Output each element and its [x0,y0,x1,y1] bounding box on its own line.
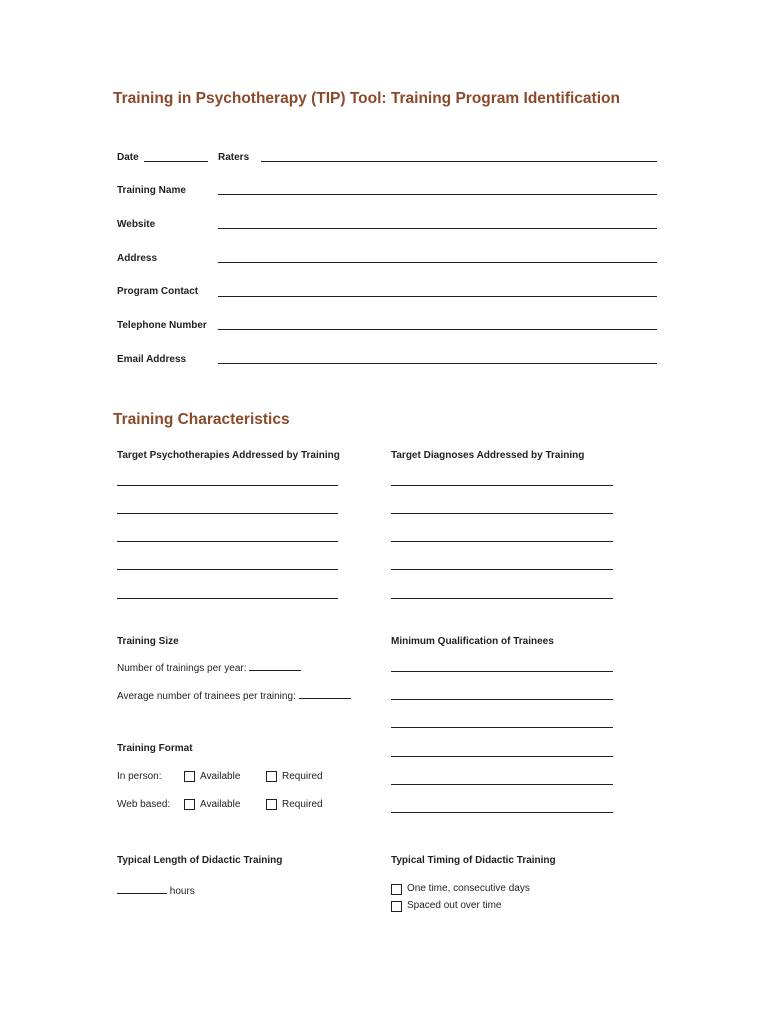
spaced-out-checkbox[interactable] [391,901,402,912]
trainees-per-training-field[interactable] [299,689,351,699]
qualification-field-2[interactable] [391,699,613,700]
in-person-label: In person: [117,771,162,782]
program-contact-field[interactable] [218,296,657,297]
web-based-available-label: Available [200,799,241,810]
diagnosis-field-2[interactable] [391,513,613,514]
one-time-consecutive-checkbox[interactable] [391,884,402,895]
qualification-field-1[interactable] [391,671,613,672]
one-time-consecutive-label: One time, consecutive days [407,883,530,894]
didactic-length-label: Typical Length of Didactic Training [117,855,283,866]
psychotherapy-field-2[interactable] [117,513,338,514]
address-label: Address [117,253,158,264]
didactic-timing-label: Typical Timing of Didactic Training [391,855,556,866]
telephone-number-label: Telephone Number [117,320,207,331]
hours-unit-label: hours [169,886,195,897]
section-title-training-characteristics: Training Characteristics [113,411,290,428]
qualification-field-6[interactable] [391,812,613,813]
qualification-field-5[interactable] [391,784,613,785]
min-qualification-label: Minimum Qualification of Trainees [391,636,554,647]
training-name-label: Training Name [117,185,186,196]
trainings-per-year-label: Number of trainings per year: [117,663,247,674]
target-psychotherapies-label: Target Psychotherapies Addressed by Training [117,450,340,461]
web-based-label: Web based: [117,799,171,810]
training-size-label: Training Size [117,636,179,647]
psychotherapy-field-5[interactable] [117,598,338,599]
psychotherapy-field-1[interactable] [117,485,338,486]
in-person-available-label: Available [200,771,241,782]
date-field[interactable] [144,161,208,162]
didactic-length-row [117,884,195,897]
trainees-per-training-row [117,689,351,702]
page-title: Training in Psychotherapy (TIP) Tool: Training Program Identification [113,90,620,107]
raters-field[interactable] [261,161,657,162]
email-address-field[interactable] [218,363,657,364]
telephone-number-field[interactable] [218,329,657,330]
in-person-required-label: Required [282,771,323,782]
in-person-required-checkbox[interactable] [266,771,277,782]
website-label: Website [117,219,156,230]
trainings-per-year-row [117,661,301,674]
target-diagnoses-label: Target Diagnoses Addressed by Training [391,450,585,461]
program-contact-label: Program Contact [117,286,199,297]
diagnosis-field-1[interactable] [391,485,613,486]
spaced-out-label: Spaced out over time [407,900,502,911]
trainees-per-training-label: Average number of trainees per training: [117,691,296,702]
date-label: Date [117,152,139,163]
qualification-field-3[interactable] [391,727,613,728]
didactic-hours-field[interactable] [117,884,167,894]
website-field[interactable] [218,228,657,229]
email-address-label: Email Address [117,354,187,365]
training-format-label: Training Format [117,743,193,754]
trainings-per-year-field[interactable] [249,661,301,671]
web-based-required-label: Required [282,799,323,810]
qualification-field-4[interactable] [391,756,613,757]
address-field[interactable] [218,262,657,263]
psychotherapy-field-3[interactable] [117,541,338,542]
in-person-available-checkbox[interactable] [184,771,195,782]
web-based-available-checkbox[interactable] [184,799,195,810]
diagnosis-field-3[interactable] [391,541,613,542]
psychotherapy-field-4[interactable] [117,569,338,570]
raters-label: Raters [218,152,250,163]
training-name-field[interactable] [218,194,657,195]
web-based-required-checkbox[interactable] [266,799,277,810]
diagnosis-field-4[interactable] [391,569,613,570]
diagnosis-field-5[interactable] [391,598,613,599]
